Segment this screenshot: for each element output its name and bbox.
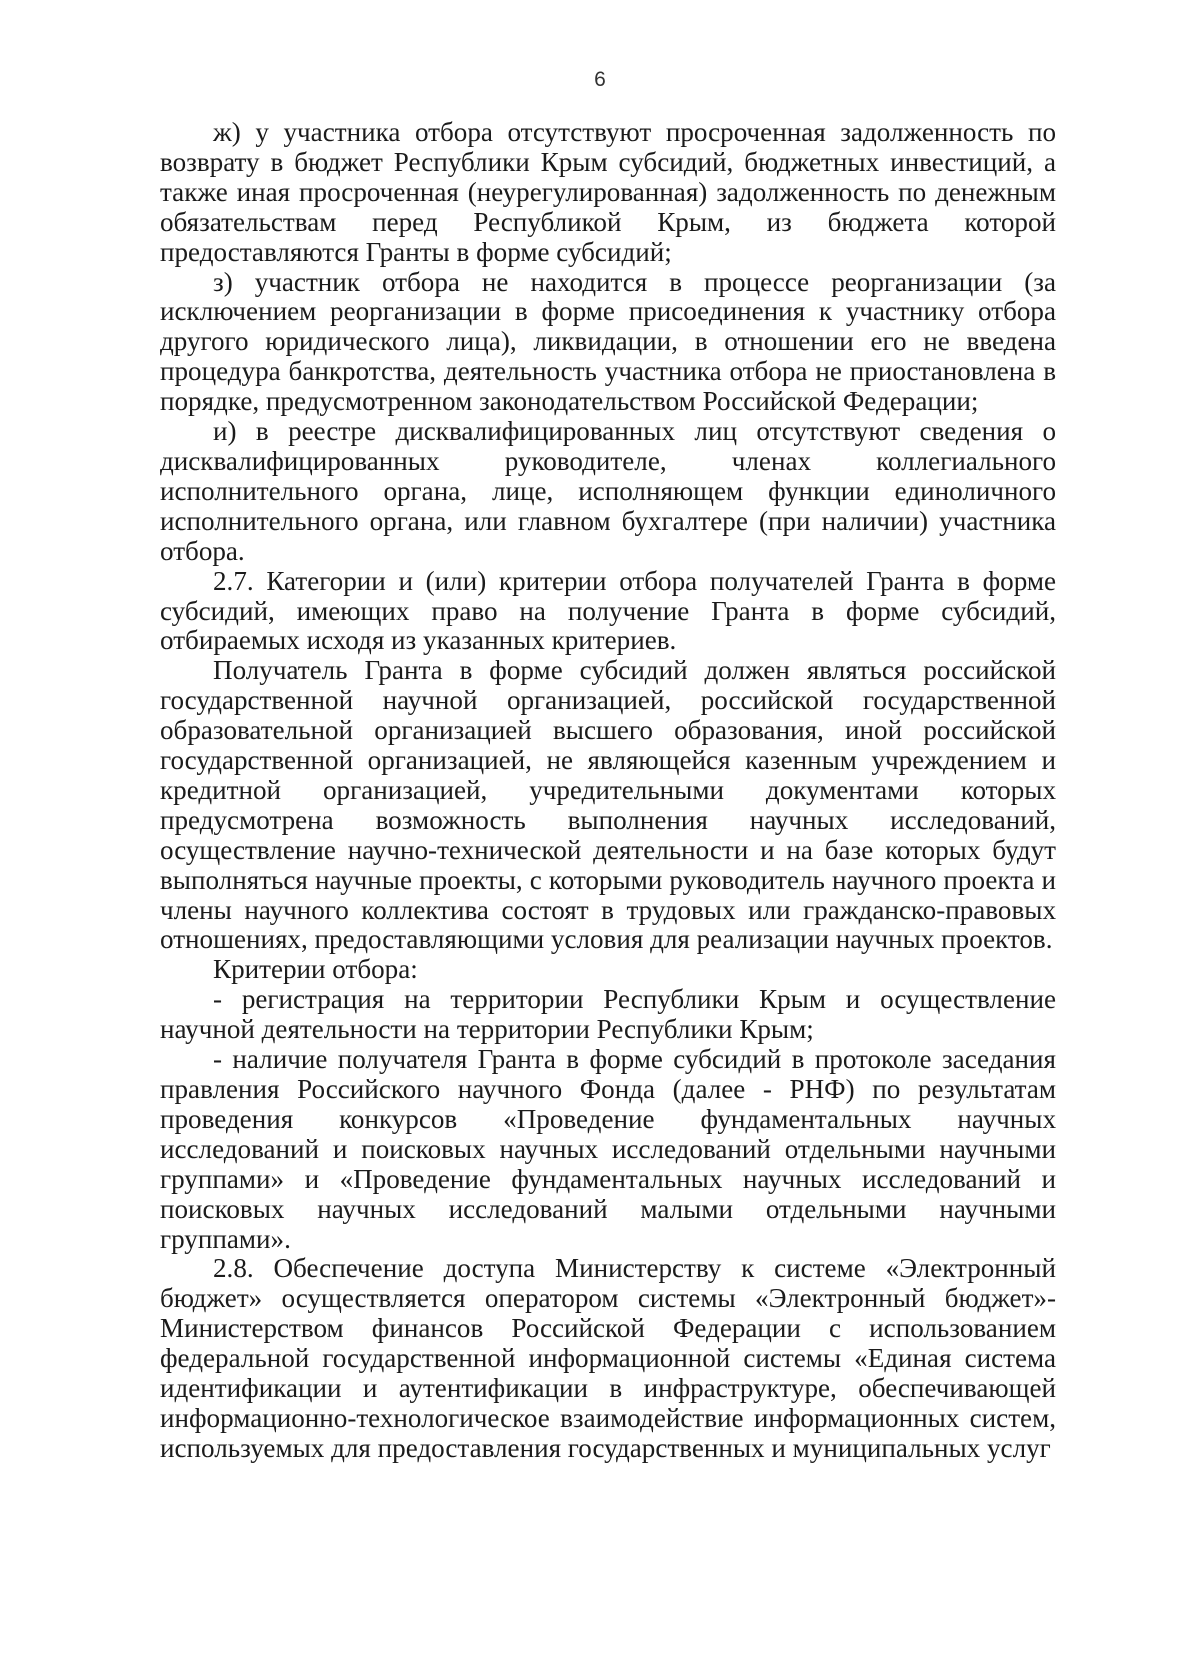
paragraph-criterion-rnf-protocol: - наличие получателя Гранта в форме субсидий в протоколе заседания правления Российского научного Фонда (далее - РНФ) по результатам проведения конкурсов «Проведение фундаментальных научных исследований и поисковых научных исследований отдельными научными группами» и «Проведение фундаментальных научных исследований и поисковых научных исследований малыми отдельными научными группами». bbox=[160, 1044, 1056, 1254]
paragraph-section-2-7: 2.7. Категории и (или) критерии отбора получателей Гранта в форме субсидий, имеющих право на получение Гранта в форме субсидий, отбираемых исходя из указанных критериев. bbox=[160, 565, 1056, 656]
document-body bbox=[160, 118, 1056, 1464]
paragraph-item-z: з) участник отбора не находится в процессе реорганизации (за исключением реорганизации в форме присоединения к участнику отбора другого юридического лица), ликвидации, в отношении его не введена процедура банкротства, деятельность участника отбора не приостановлена в порядке, предусмотренном законодательством Российской Федерации; bbox=[160, 266, 1056, 417]
paragraph-item-i: и) в реестре дисквалифицированных лиц отсутствуют сведения о дисквалифицированных руководителе, членах коллегиального исполнительного органа, лице, исполняющем функции единоличного исполнительного органа, или главном бухгалтере (при наличии) участника отбора. bbox=[160, 416, 1056, 566]
paragraph-item-zh: ж) у участника отбора отсутствуют просроченная задолженность по возврату в бюджет Республики Крым субсидий, бюджетных инвестиций, а также иная просроченная (неурегулированная) задолженность по денежным обязательствам перед Республикой Крым, из бюджета которой предоставляются Гранты в форме субсидий; bbox=[160, 117, 1056, 267]
paragraph-criterion-registration: - регистрация на территории Республики Крым и осуществление научной деятельности на территории Республики Крым; bbox=[160, 984, 1056, 1045]
paragraph-criteria-heading: Критерии отбора: bbox=[213, 954, 418, 985]
paragraph-recipient-requirements: Получатель Гранта в форме субсидий должен являться российской государственной научной организацией, российской государственной образовательной организацией высшего образования, иной российской государственной организацией, не являющейся казенным учреждением и кредитной организацией, учредительными документами которых предусмотрена возможность выполнения научных исследований, осуществление научно-технической деятельности и на базе которых будут выполняться научные проекты, с которыми руководитель научного проекта и члены научного коллектива состоят в трудовых или гражданско-правовых отношениях, предоставляющими условия для реализации научных проектов. bbox=[160, 655, 1056, 955]
paragraph-section-2-8: 2.8. Обеспечение доступа Министерству к системе «Электронный бюджет» осуществляется оператором системы «Электронный бюджет»- Министерством финансов Российской Федерации с использованием федеральной государственной информационной системы «Единая система идентификации и аутентификации в инфраструктуре, обеспечивающей информационно-технологическое взаимодействие информационных систем, используемых для предоставления государственных и муниципальных услуг bbox=[160, 1253, 1056, 1463]
page-number: 6 bbox=[594, 68, 606, 91]
